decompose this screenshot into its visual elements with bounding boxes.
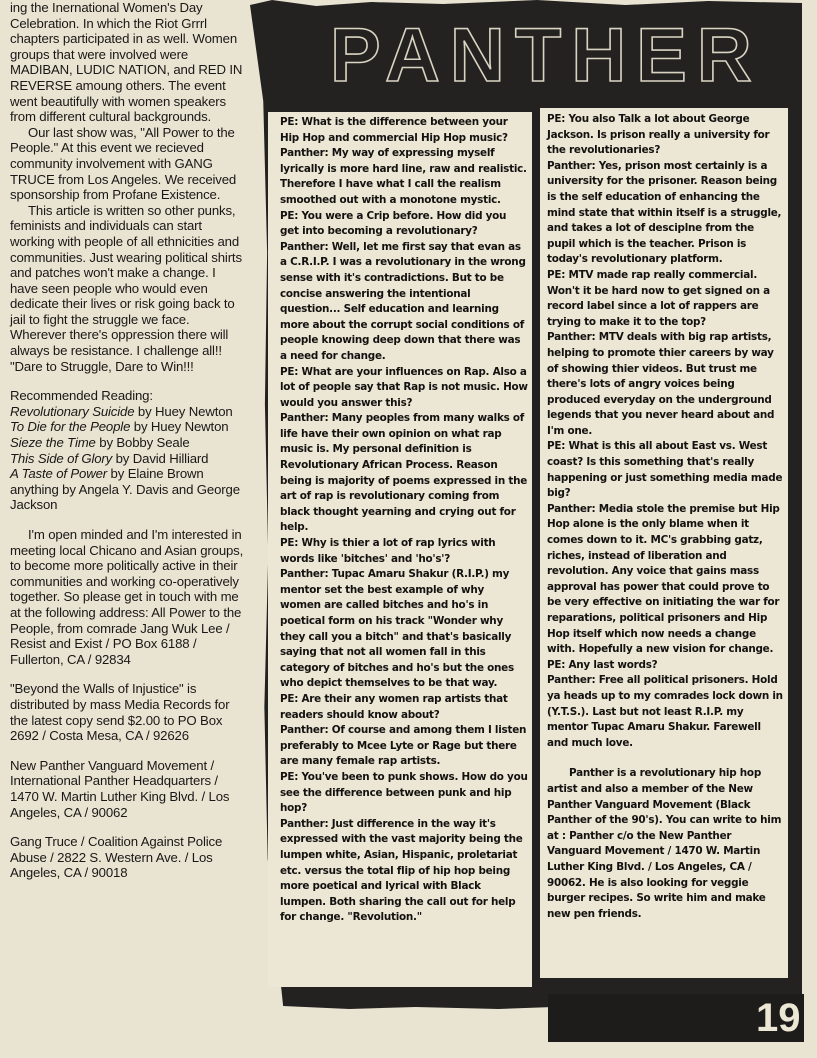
reading-item [10,451,246,467]
question: PE: Any last words? [547,658,658,671]
spacer [547,751,783,766]
question: PE: Are their any women rap artists that readers should know about? [280,692,508,721]
paragraph-gang-truce: Gang Truce / Coalition Against Police Abuse / 2822 S. Western Ave. / Los Angeles, CA / 90018 [10,834,223,881]
page-number: 19 [756,996,801,1040]
book-author: by Huey Newton [134,403,233,419]
paragraph-last-show: Our last show was, "All Power to the People." At this event we recieved community involvement with GANG TRUCE from Los Angeles. We received sponsorship from Profane Existence. [10,124,237,203]
book-title: Revolutionary Suicide [10,403,135,419]
reading-item [10,466,246,482]
question: PE: What are your influences on Rap. Also a lot of people say that Rap is not music. How would you answer this? [280,365,528,409]
question: PE: Why is thier a lot of rap lyrics with words like 'bitches' and 'ho's'? [280,537,496,565]
answer: Panther: Yes, prison most certainly is a university for the prisoner. Reason being is the self education of enhancing the mind state that within itself is a struggle, and takes a lot of desciplne from the pupil which is the teacher. Prison is today's revolutionary platform. [547,159,782,266]
book-author: by Bobby Seale [95,435,190,451]
book-title: This Side of Glory [10,450,113,466]
paragraph-womens-day: ing the Inernational Women's Day Celebration. In which the Riot Grrrl chapters participated in as well. Women groups that were involved were MADIBAN, LUDIC NATION, and RED IN REVERSE amoung others. The event went beautifully with women speakers from different cultural backgrounds. [10,0,243,125]
book-title: To Die for the People [10,419,131,435]
paragraph-article-purpose: This article is written so other punks, feminists and individuals can start working with people of all ethnicities and communities. Just wearing political shirts and patches won't make a change. I have seen people who would even dedicate their lives or risk going back to jail to fight the struggle we face. Wherever there's oppression there will always be resistance. I challenge all!! "Dare to Struggle, Dare to Win!!! [10,202,242,374]
question: PE: You were a Crip before. How did you get into becoming a revolutionary? [280,209,507,238]
spacer [10,513,246,527]
question: PE: MTV made rap really commercial. Won't it be hard now to get signed on a record label since a lot of rappers are trying to make it to the top? [547,268,770,328]
answer: Panther: Just difference in the way it's expressed with the vast majority being the lumpen white, Asian, Hispanic, proletariat etc. versus the total flip of hip hop being more poetical and lyrical with Black lumpen. Both sharing the call out for help for change. "Revolution." [280,817,523,924]
book-author: by David Hilliard [112,450,209,466]
reading-list [10,404,246,513]
answer: Panther: Of course and among them I listen preferably to Mcee Lyte or Rage but there are many female rap artists. [280,724,527,768]
reading-item [10,435,246,451]
question: PE: You've been to punk shows. How do you see the difference between punk and hip hop? [280,770,528,815]
spacer [10,744,246,758]
answer: Panther: Free all political prisoners. Hold ya heads up to my comrades lock down in (Y.T.S.). Last but not least R.I.P. my mentor Tupac Amaru Shakur. Farewell and much love. [547,674,783,749]
left-column [10,0,246,1058]
book-author: by Elaine Brown [107,466,204,482]
paragraph-distribution: "Beyond the Walls of Injustice" is distributed by mass Media Records for the latest copy send $2.00 to PO Box 2692 / Costa Mesa, CA / 92626 [10,681,230,744]
book-title: Sieze the Time [10,435,96,451]
interview-column-2 [547,112,783,922]
page-title: PANTHER [330,13,762,98]
answer: Panther: Many peoples from many walks of life have their own opinion on what rap music is. My personal definition is Revolutionary African Process. Reason being is majority of poems expressed in the art of rap is revolutionary coming from black thought yearning and crying out for help. [280,412,528,534]
answer: Panther: Well, let me first say that evan as a C.R.I.P. I was a revolutionary in the wrong sense with it's contradictions. But to be concise answering the intentional question... Self education and learning more about the corrupt social conditions of people knowing deep down that there was a need for change. [280,240,526,362]
paragraph-contact: I'm open minded and I'm interested in meeting local Chicano and Asian groups, to become more politically active in their communities and working co-operatively together. So please get in touch with me at the following address: All Power to the People, from comrade Jang Wuk Lee / Resist and Exist / PO Box 6188 / Fullerton, CA / 92834 [10,527,244,667]
reading-item [10,419,246,435]
reading-item [10,404,246,420]
answer: Panther: My way of expressing myself lyrically is more hard line, raw and realistic. Therefore I have what I call the realism smoothed out with a monotone mystic. [280,147,527,206]
reading-heading: Recommended Reading: [10,388,153,404]
paragraph-panther-hq: New Panther Vanguard Movement / International Panther Headquarters / 1470 W. Martin Luther King Blvd. / Los Angeles, CA / 90062 [10,757,230,820]
spacer [10,374,246,388]
answer: Panther: MTV deals with big rap artists, helping to promote thier careers by way of showing thier videos. But trust me there's lots of angry voices being produced everyday on the underground legends that you never heard about and I'm one. [547,331,775,437]
spacer [10,820,246,834]
spacer [10,667,246,681]
question: PE: What is the difference between your Hip Hop and commercial Hip Hop music? [280,116,508,144]
book-author: by Huey Newton [130,419,229,435]
question: PE: What is this all about East vs. West coast? Is this something that's really happening or just something media made big? [547,440,783,500]
answer: Panther: Tupac Amaru Shakur (R.I.P.) my mentor set the best example of why women are called bitches and ho's in poetical form on his track "Wonder why they call you a bitch" and that's basically saying that not all women fall in this category of bitches and ho's but the ones who depict themselves to be that way. [280,568,514,690]
author-bio: Panther is a revolutionary hip hop artist and also a member of the New Panther Vanguard Movement (Black Panther of the 90's). You can write to him at : Panther c/o the New Panther Vanguard Movement / 1470 W. Martin Luther King Blvd. / Los Angeles, CA / 90062. He is also looking for veggie burger recipes. So write him and make new pen friends. [547,767,782,920]
reading-item-extra: anything by Angela Y. Davis and George Jackson [10,481,240,513]
question: PE: You also Talk a lot about George Jackson. Is prison really a university for the revolutionaries? [547,113,770,157]
answer: Panther: Media stole the premise but Hip Hop alone is the only blame when it comes down to it. MC's grabbing gatz, riches, instead of liberation and revolution. Any voice that gains mass approval has power that could prove to be very effective on initiating the war for reparations, political prisoners and Hip Hop itself which now needs a change with. Hopefully a new vision for change. [547,502,780,656]
book-title: A Taste of Power [10,466,108,482]
interview-column-1 [280,115,528,926]
